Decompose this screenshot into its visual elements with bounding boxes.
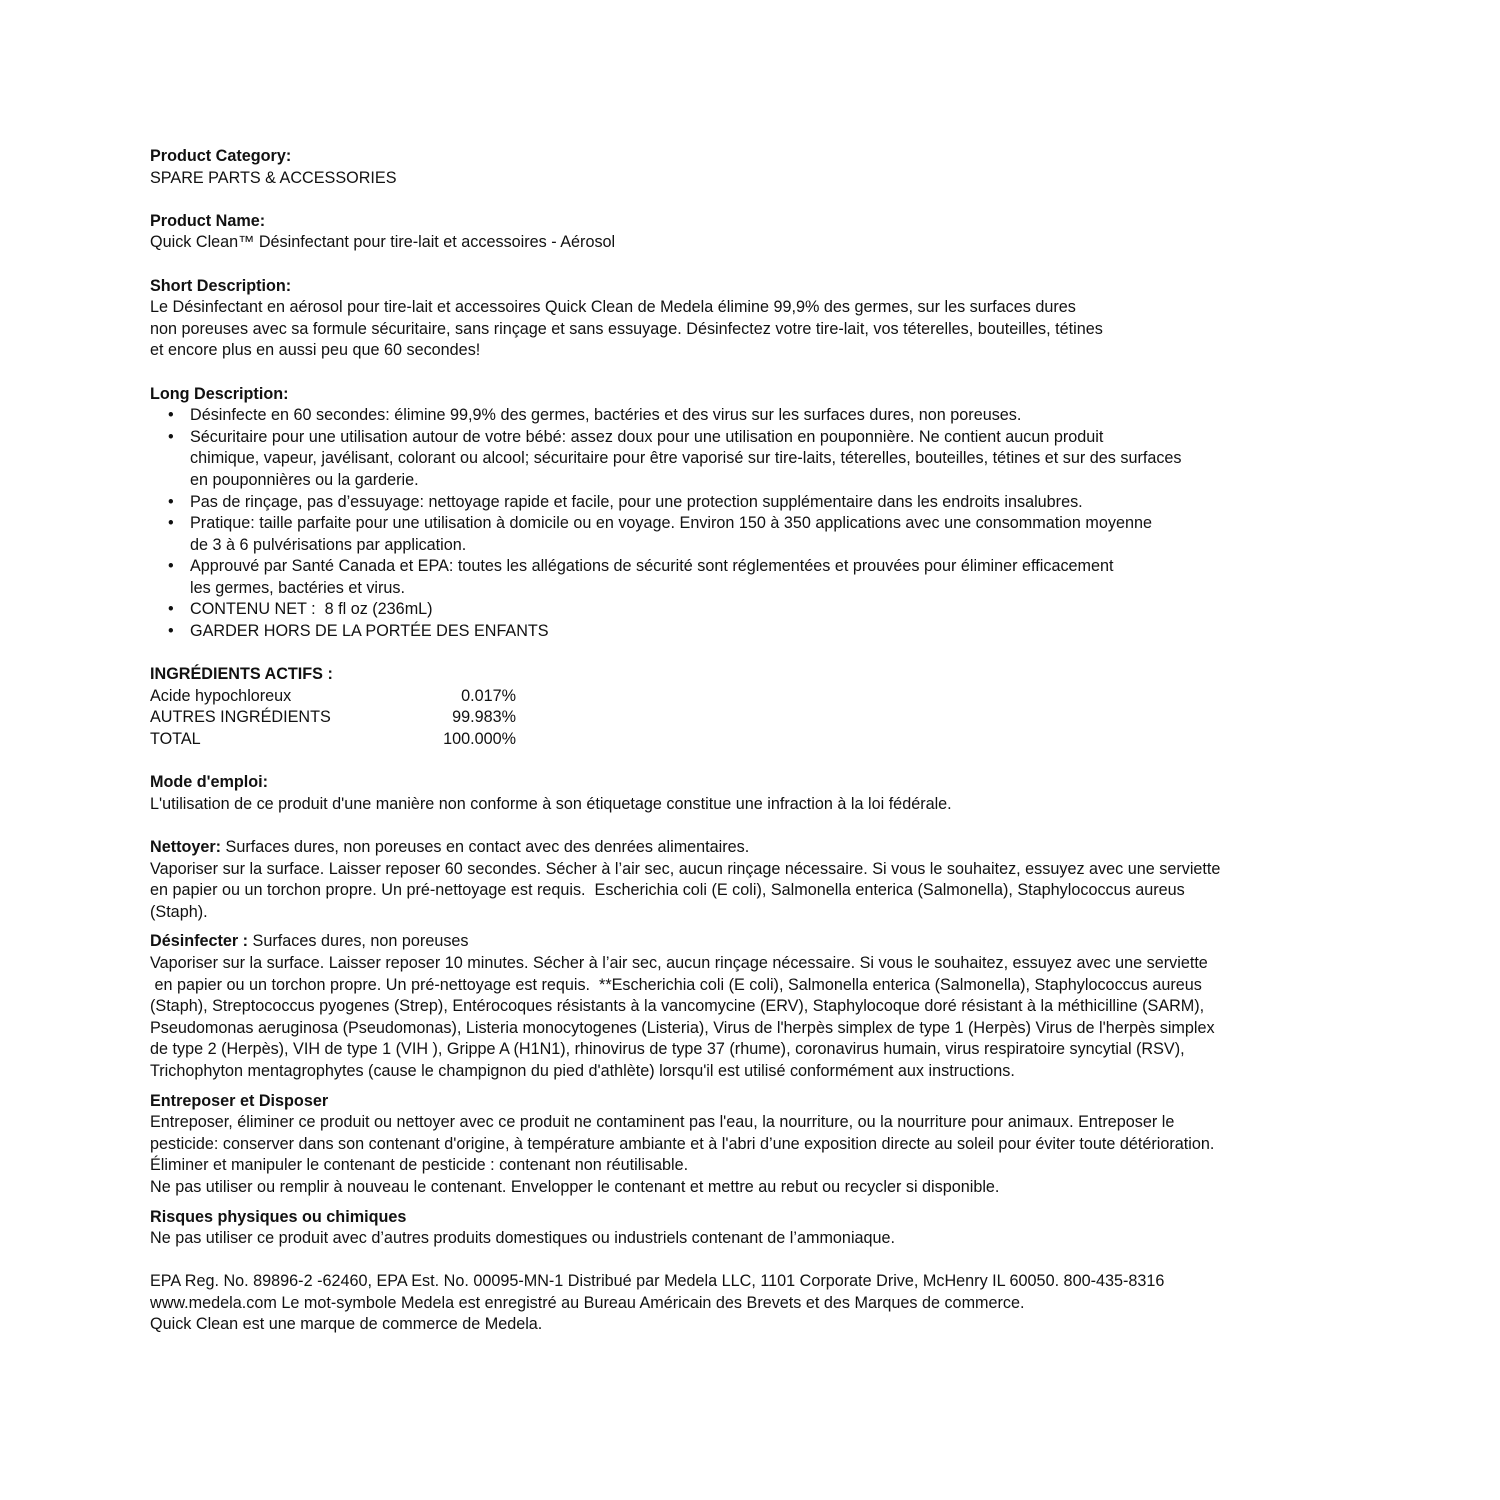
short-description-line: Le Désinfectant en aérosol pour tire-lait et accessoires Quick Clean de Medela élimine 99,9% des germes, sur les surfaces dures (150, 298, 1076, 317)
entreposer-line: Ne pas utiliser ou remplir à nouveau le contenant. Envelopper le contenant et mettre au rebut ou recycler si disponible. (150, 1177, 1000, 1196)
desinfecter-line: (Staph), Streptococcus pyogenes (Strep), Entérocoques résistants à la vancomycine (ERV), Staphylocoque doré résistant à la méthicilline (SARM), (150, 997, 1205, 1016)
list-item (150, 556, 1390, 599)
table-row (150, 707, 516, 729)
mode-emploi-text: L'utilisation de ce produit d'une manière non conforme à son étiquetage constitue une infraction à la loi fédérale. (150, 794, 952, 813)
bullet-icon: • (168, 600, 174, 619)
nettoyer-heading: Nettoyer: (150, 838, 222, 856)
entreposer-heading: Entreposer et Disposer (150, 1091, 329, 1110)
desinfecter-line: en papier ou un torchon propre. Un pré-nettoyage est requis. **Escherichia coli (E coli), Salmonella enterica (Salmonella), Staphylococcus aureus (150, 975, 1202, 994)
ingredient-value: 100.000% (443, 730, 516, 749)
nettoyer-line: Vaporiser sur la surface. Laisser reposer 60 secondes. Sécher à l’air sec, aucun rinçage nécessaire. Si vous le souhaitez, essuyez avec une serviette (150, 859, 1221, 878)
product-name-section (150, 211, 1390, 254)
bullet-line: • Désinfecte en 60 secondes: élimine 99,9% des germes, bactéries et des virus sur les surfaces dures, non poreuses. (190, 405, 1390, 427)
nettoyer-surfaces: Surfaces dures, non poreuses en contact avec des denrées alimentaires. (221, 838, 750, 856)
desinfecter-line: Vaporiser sur la surface. Laisser reposer 10 minutes. Sécher à l’air sec, aucun rinçage nécessaire. Si vous le souhaitez, essuyez avec une serviette (150, 953, 1208, 972)
ingredient-value: 99.983% (452, 708, 516, 727)
ingredient-name: Acide hypochloreux (150, 686, 292, 705)
ingredient-name: TOTAL (150, 730, 201, 749)
short-description-section (150, 276, 1390, 362)
desinfecter-line: Pseudomonas aeruginosa (Pseudomonas), Listeria monocytogenes (Listeria), Virus de l'herpès simplex de type 1 (Herpès) Virus de l'herpès simplex (150, 1018, 1215, 1037)
list-item (150, 427, 1390, 492)
bullet-icon: • (168, 557, 174, 576)
bullet-continuation: les germes, bactéries et virus. (190, 578, 406, 597)
desinfecter-section (150, 931, 1390, 1082)
footer-line: Quick Clean est une marque de commerce de Medela. (150, 1315, 543, 1334)
product-name-heading: Product Name: (150, 211, 266, 230)
list-item (150, 405, 1390, 427)
bullet-icon: • (168, 622, 174, 641)
bullet-line: • CONTENU NET : 8 fl oz (236mL) (190, 599, 1390, 621)
product-category-section (150, 146, 1390, 189)
short-description-line: et encore plus en aussi peu que 60 secondes! (150, 341, 481, 360)
footer-line: EPA Reg. No. 89896-2 -62460, EPA Est. No. 00095-MN-1 Distribué par Medela LLC, 1101 Corporate Drive, McHenry IL 60050. 800-435-8316 (150, 1272, 1165, 1291)
risques-heading: Risques physiques ou chimiques (150, 1207, 407, 1226)
bullet-line: • Approuvé par Santé Canada et EPA: toutes les allégations de sécurité sont réglementées et prouvées pour éliminer efficacement (190, 556, 1390, 578)
long-description-heading: Long Description: (150, 384, 289, 403)
ingredients-section (150, 664, 1390, 750)
entreposer-line: Entreposer, éliminer ce produit ou nettoyer avec ce produit ne contaminent pas l'eau, la nourriture, ou la nourriture pour animaux. Entreposer le (150, 1113, 1175, 1132)
bullet-continuation: chimique, vapeur, javélisant, colorant ou alcool; sécuritaire pour être vaporisé sur tire-laits, téterelles, bouteilles, tétines et sur des surfaces (190, 449, 1182, 468)
short-description-heading: Short Description: (150, 276, 292, 295)
nettoyer-section (150, 837, 1390, 923)
table-row (150, 686, 516, 708)
desinfecter-line: Trichophyton mentagrophytes (cause le champignon du pied d'athlète) lorsqu'il est utilisé conformément aux instructions. (150, 1061, 1015, 1080)
desinfecter-first-line (150, 931, 1390, 953)
label-document (150, 146, 1390, 1336)
mode-emploi-section (150, 772, 1390, 815)
bullet-icon: • (168, 514, 174, 533)
footer-line: www.medela.com Le mot-symbole Medela est enregistré au Bureau Américain des Brevets et des Marques de commerce. (150, 1293, 1025, 1312)
bullet-line: • Sécuritaire pour une utilisation autour de votre bébé: assez doux pour une utilisation en pouponnière. Ne contient aucun produit (190, 427, 1390, 449)
short-description-line: non poreuses avec sa formule sécuritaire, sans rinçage et sans essuyage. Désinfectez votre tire-lait, vos téterelles, bouteilles, tétines (150, 319, 1103, 338)
list-item (150, 621, 1390, 643)
nettoyer-line: en papier ou un torchon propre. Un pré-nettoyage est requis. Escherichia coli (E coli), Salmonella enterica (Salmonella), Staphylococcus aureus (150, 881, 1185, 900)
risques-section (150, 1207, 1390, 1250)
bullet-line: • Pratique: taille parfaite pour une utilisation à domicile ou en voyage. Environ 150 à 350 applications avec une consommation moyenne (190, 513, 1390, 535)
list-item (150, 599, 1390, 621)
entreposer-line: pesticide: conserver dans son contenant d'origine, à température ambiante et à l'abri d’une exposition directe au soleil pour éviter toute détérioration. (150, 1134, 1215, 1153)
bullet-continuation: en pouponnières ou la garderie. (190, 470, 419, 489)
risques-text: Ne pas utiliser ce produit avec d’autres produits domestiques ou industriels contenant de l’ammoniaque. (150, 1229, 896, 1248)
list-item (150, 492, 1390, 514)
desinfecter-heading: Désinfecter : (150, 932, 249, 951)
ingredient-value: 0.017% (461, 686, 516, 705)
bullet-line: • Pas de rinçage, pas d’essuyage: nettoyage rapide et facile, pour une protection supplémentaire dans les endroits insalubres. (190, 492, 1390, 514)
product-name-value: Quick Clean™ Désinfectant pour tire-lait et accessoires - Aérosol (150, 233, 616, 252)
ingredients-table (150, 686, 516, 751)
long-description-section (150, 384, 1390, 643)
mode-emploi-heading: Mode d'emploi: (150, 773, 269, 792)
nettoyer-first-line (150, 837, 1390, 859)
bullet-icon: • (168, 427, 174, 446)
bullet-icon: • (168, 492, 174, 511)
desinfecter-line: de type 2 (Herpès), VIH de type 1 (VIH ), Grippe A (H1N1), rhinovirus de type 37 (rhume), coronavirus humain, virus respiratoire syncytial (RSV), (150, 1040, 1185, 1059)
desinfecter-surfaces: Surfaces dures, non poreuses (248, 932, 469, 951)
entreposer-line: Éliminer et manipuler le contenant de pesticide : contenant non réutilisable. (150, 1156, 689, 1175)
entreposer-section (150, 1091, 1390, 1199)
bullet-line: • GARDER HORS DE LA PORTÉE DES ENFANTS (190, 621, 1390, 643)
product-category-value: SPARE PARTS & ACCESSORIES (150, 168, 397, 187)
ingredient-name: AUTRES INGRÉDIENTS (150, 708, 331, 727)
bullet-icon: • (168, 406, 174, 425)
footer-section (150, 1271, 1390, 1336)
ingredients-heading: INGRÉDIENTS ACTIFS : (150, 665, 333, 684)
bullet-continuation: de 3 à 6 pulvérisations par application. (190, 535, 467, 554)
list-item (150, 513, 1390, 556)
long-description-list (150, 405, 1390, 643)
nettoyer-line: (Staph). (150, 902, 208, 921)
product-category-heading: Product Category: (150, 147, 292, 165)
table-row (150, 729, 516, 751)
